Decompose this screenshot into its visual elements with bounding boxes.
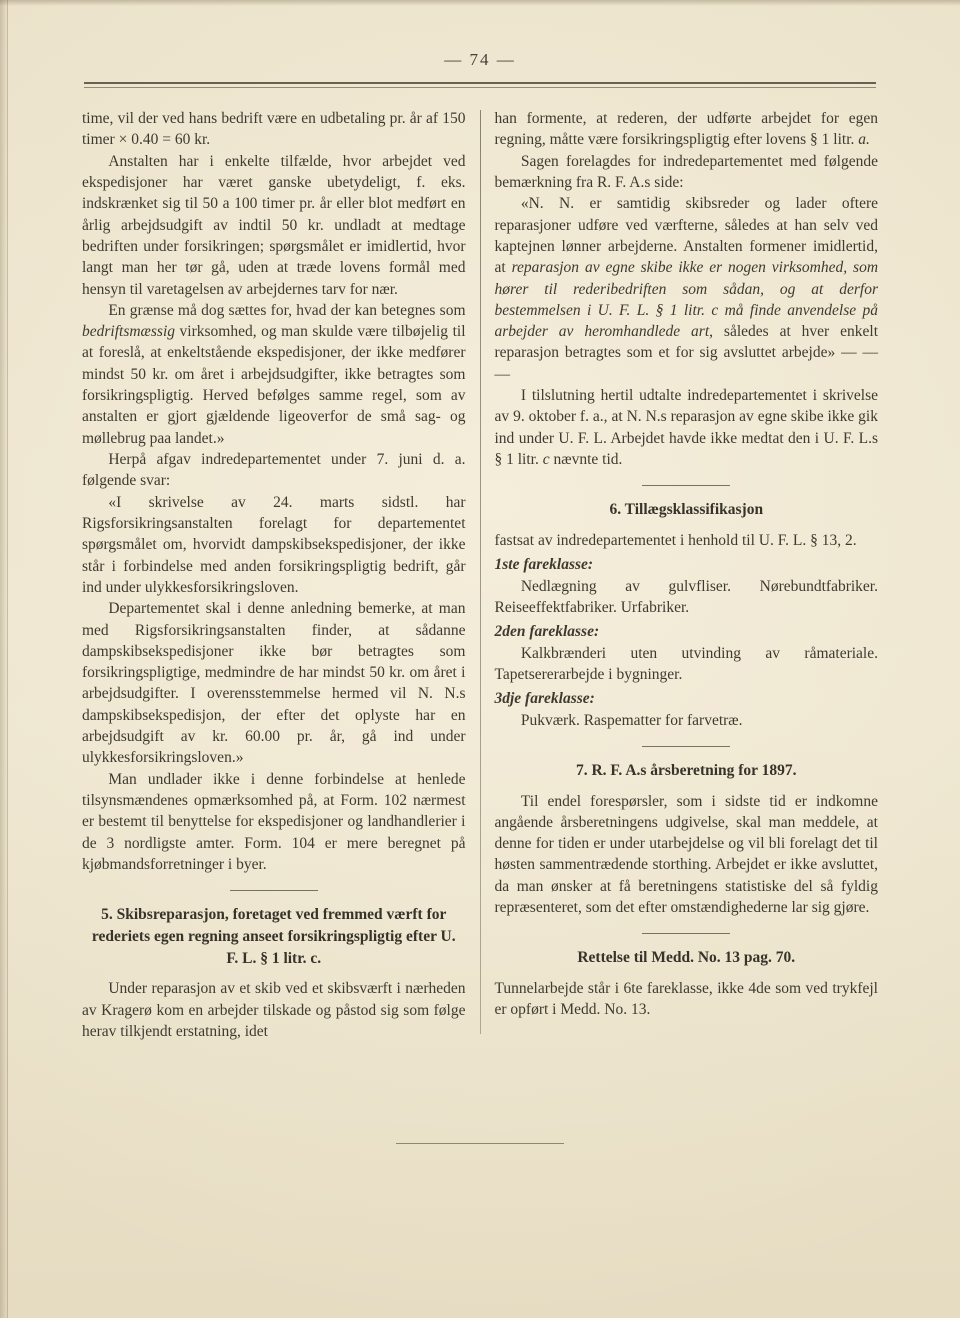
text-run: 6. Tillægsklassifikasjon [609,501,764,519]
text-run: reparasjon av egne skibe ikke er nogen virksomhed, som hører til rederibedriften som sådan, og at derfor bestemmelsen i U. F. L. § 1 litr. c må finde anvendelse på arbejder av heromhandlede art [494,259,879,341]
paragraph [495,151,879,194]
paragraph [82,108,466,151]
separator-rule [642,933,730,934]
text-run: «I skrivelse av 24. marts sidstl. har Rigsforsikringsanstalten forelagt for departementet spørgsmålet om, hvorvidt dampskibsekspedisjoner, der ikke står i forbindelse med anden forsikringspligtig bedrift, går ind under ulykkesforsikringsloven. [82,493,466,596]
paragraph [82,151,466,300]
text-run: 3dje fareklasse: [494,690,595,708]
text-run: 5. Skibsreparasjon, foretaget ved fremmed værft for rederiets egen regning anseet forsikringspligtig efter U. F. L. § 1 litr. c. [91,906,456,967]
text-run: Til endel forespørsler, som i sidste tid er indkomne angående årsberetningens udgivelse, skal man meddele, at denne for tiden er under utarbejdelse og vil bli forelagt det til høsten sammentrædende storthing. Arbejdet er ikke avsluttet, da man ønsker at få beretningens statistiske del så fyldig repræsenteret, som det efter omstændighederne lar sig gjøre. [494,792,878,917]
paragraph [495,710,879,731]
separator-rule [642,485,730,486]
paragraph [82,769,466,876]
text-run: 2den fareklasse: [494,623,600,641]
paragraph [82,492,466,599]
section-heading [499,499,875,521]
paragraph [495,385,879,470]
left-column [82,108,466,1042]
columns [82,108,878,1042]
paragraph [82,978,466,1042]
text-run: a. [858,131,870,149]
paragraph [82,449,466,492]
separator-rule [642,746,730,747]
page-number: — 74 — [444,50,516,69]
text-run: Nedlægning av gulvfliser. Nørebundtfabriker. Reiseeffektfabriker. Urfabriker. [494,577,878,616]
page-header [0,0,960,70]
section-heading [86,904,462,969]
text-run: c [542,451,550,468]
text-run: han formente, at rederen, der udførte arbejdet for egen regning, måtte være forsikringspligtig efter lovens § 1 litr. [494,110,878,149]
header-rule [84,82,876,88]
paragraph [495,193,879,385]
fareklasse-label [495,621,879,642]
paragraph [495,978,879,1021]
text-run: «N. N. er samtidig skibsreder og lader oftere reparasjoner udføre ved værfterne, således at han selv ved kaptejnen lønner arbejderne. Anstalten formener imidlertid, at [494,195,878,277]
paragraph [495,530,879,551]
text-run: Kalkbrænderi uten utvinding av råmateriale. Tapetsererarbejde i bygninger. [494,644,878,683]
paragraph [495,643,879,686]
fareklasse-label [495,688,879,709]
paragraph [495,576,879,619]
section-heading [499,947,875,969]
separator-rule [230,890,318,891]
text-run: Departementet skal i denne anledning bemerke, at man med Rigsforsikringsanstalten finder, at sådanne dampskibsekspedisjoner ikke bør betragtes som forsikringspligtige, medmindre de har mindst 50 kr. om året i arbejdsudgifter. I overensstemmelse hermed vil N. N.s dampskibsekspedisjon, der efter det oplyste har en arbejdsudgift av kr. 60.00 pr. år, gå ind under ulykkesforsikringsloven.» [82,600,466,767]
paragraph [82,598,466,769]
right-column [495,108,879,1042]
paragraph [495,791,879,919]
text-run: virksomhed, og man skulde være tilbøjelig til at foreslå, at enkeltstående ekspedisjoner, der ikke medfører mindst 50 kr. om året i arbejdsudgifter, ikke betragtes som forsikringspligtig. Herved befølges samme regel, som av anstalten er gjort gjældende ligeoverfor de små sag- og møllebrug paa landet.» [82,323,466,447]
paragraph [495,108,879,151]
text-run: Pukværk. Raspematter for farvetræ. [520,711,743,729]
text-run: Rettelse til Medd. No. 13 pag. 70. [577,949,796,967]
bottom-rule [396,1143,564,1144]
text-run: En grænse må dog sættes for, hvad der kan betegnes som [108,301,466,319]
text-run: Herpå afgav indredepartementet under 7. juni d. a. følgende svar: [82,451,466,490]
text-run: 1ste fareklasse: [494,556,594,574]
text-run: Under reparasjon av et skib ved et skibsværft i nærheden av Kragerø kom en arbejder tilskade og påstod sig som følge herav tilkjendt erstatning, idet [82,980,466,1040]
text-run: fastsat av indredepartementet i henhold til U. F. L. § 13, 2. [494,532,857,549]
text-run: Tunnelarbejde står i 6te fareklasse, ikke 4de som ved trykfejl er opført i Medd. No. 13. [494,980,878,1019]
text-run: 7. R. F. A.s årsberetning for 1897. [575,761,797,779]
fareklasse-label [495,554,879,575]
text-run: Man undlader ikke i denne forbindelse at henlede tilsynsmændenes opmærksomhed på, at Form. 102 nærmest er bestemt til benyttelse for ekspedisjoner og landhandlerier i de 3 nordligste amter. Form. 104 er mere beregnet på kjøbmandsforretninger i byer. [82,770,466,873]
text-run: , således at hver enkelt reparasjon betragtes som et for sig avsluttet arbejde» — — — [494,323,878,383]
column-divider [480,110,481,1034]
section-heading [499,760,875,782]
text-run: I tilslutning hertil udtalte indredepartementet i skrivelse av 9. oktober f. a., at N. N.s reparasjon av egne skibe ikke gik ind under U. F. L. Arbejdet havde ikke medtat den i U. F. L.s § 1 litr. [494,387,878,468]
text-run: nævnte tid. [549,451,623,468]
text-run: time, vil der ved hans bedrift være en udbetaling pr. år af 150 timer × 0.40 = 60 kr. [82,110,466,149]
text-run: Sagen forelagdes for indredepartementet med følgende bemærkning fra R. F. A.s side: [494,152,878,191]
text-run: bedriftsmæssig [82,323,176,341]
text-run: Anstalten har i enkelte tilfælde, hvor arbejdet ved ekspedisjoner har været ganske ubetydeligt, f. eks. indskrænket sig til 50 a 100 timer pr. år eller blot medført en årlig arbejdsudgift av indtil 50 kr. undladt at medtage bedriften under forsikringen; spørgsmålet er imidlertid, hvor langt man her tør gå, uden at træde lovens formål med hensyn til varetagelsen av arbejdernes tarv for nær. [82,152,466,298]
paragraph [82,300,466,449]
